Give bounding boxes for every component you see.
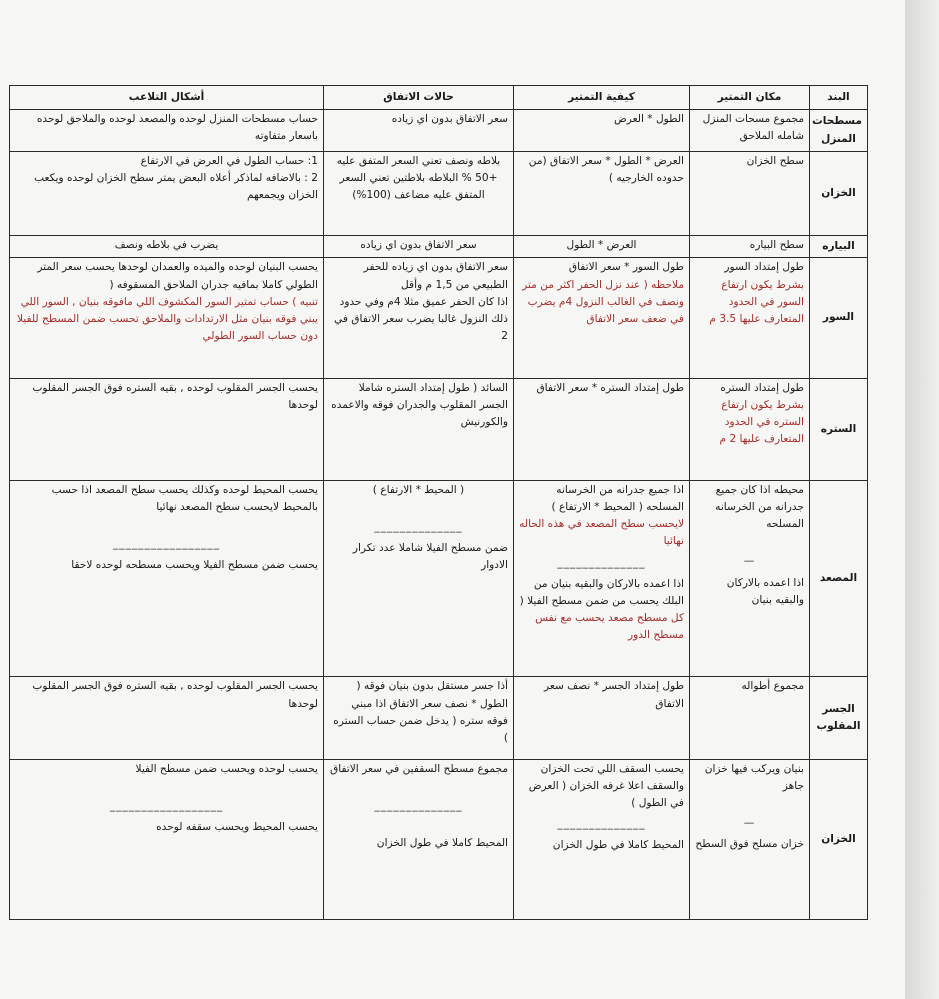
table-row-roof: [10, 236, 868, 258]
cell-tricks: حساب مسطحات المنزل لوحده والمصعد لوحده والملاحق لوحده باسعار متفاوته: [10, 110, 324, 152]
cell-item: الجسر المقلوب: [810, 677, 868, 759]
cell-cases: [324, 258, 514, 378]
cell-item: السور: [810, 258, 868, 378]
location-line-1: بنيان ويركب فيها خزان جاهز: [704, 762, 804, 792]
cell-item: الخزان: [810, 152, 868, 236]
header-item: البند: [810, 86, 868, 110]
method-line-2-note: كل مسطح مصعد يحسب مع نفس مسطح الدور: [535, 611, 684, 642]
cell-method: العرض * الطول: [514, 236, 690, 258]
divider: —: [743, 555, 756, 568]
cell-location: مجموع مسحات المنزل شامله الملاحق: [690, 110, 810, 152]
tricks-line-1: 1: حساب الطول في العرض في الارتفاع: [140, 155, 318, 168]
method-line-1: طول السور * سعر الاتفاق: [568, 261, 684, 274]
cell-cases: أذا جسر مستقل بدون بنيان فوقه ( الطول * نصف سعر الاتفاق اذا مبني فوقه ستره ( يدخل ضمن حساب الستره ): [324, 677, 514, 759]
cell-cases: سعر الاتفاق بدون اي زياده: [324, 110, 514, 152]
cell-method: [514, 480, 690, 676]
tricks-line-2: تنبيه ) حساب تمتير السور المكشوف اللي مافوقه بنيان , السور اللي يبني فوقه بنيان مثل الارتدادات والملاحق تحسب ضمن المسطح للفيلا دون حساب السور الطولي: [16, 295, 318, 342]
method-line-1-note: لايحسب سطح المصعد في هذه الحاله نهائيا: [519, 518, 684, 548]
location-line-2: بشرط يكون ارتفاع السور في الحدود المتعارف عليها 3.5 م: [709, 278, 804, 325]
table-row-elevator: [10, 480, 868, 676]
location-line-1: محيطه اذا كان جميع جدرانه من الخرسانه المسلحه: [715, 483, 804, 531]
tricks-line-1: يحسب البنيان لوحده والميده والعمدان لوحدها يحسب سعر المتر الطولي كاملا بمافيه جدران الملاحق المسقوفه (: [37, 261, 318, 291]
cell-tricks: يحسب الجسر المقلوب لوحده , بقيه الستره فوق الجسر المقلوب لوحدها: [10, 677, 324, 759]
cell-location: [690, 378, 810, 480]
cell-method: [514, 258, 690, 378]
table-row-wall: [10, 258, 868, 378]
cell-location: [690, 258, 810, 378]
tricks-line-1: يحسب المحيط لوحده وكذلك يحسب سطح المصعد اذا حسب بالمحيط لايحسب سطح المصعد نهائيا: [51, 483, 318, 514]
divider: ______________: [557, 556, 646, 569]
method-line-1: اذا جميع جدرانه من الخرسانه المسلحه ( المحيط * الارتفاع ): [551, 483, 684, 514]
table-row-tank: [10, 152, 868, 236]
table-row-parapet: [10, 378, 868, 480]
tricks-line-1: يحسب لوحده ويحسب ضمن مسطح الفيلا: [135, 762, 318, 775]
cases-line-1: سعر الاتفاق بدون اي زياده للحفر الطبيعي من 1,5 م وأقل: [363, 261, 508, 291]
cell-location: [690, 480, 810, 676]
header-tricks: أشكال التلاعب: [10, 86, 324, 110]
cell-method: العرض * الطول * سعر الاتفاق (من حدوده الخارجيه ): [514, 152, 690, 236]
cell-tricks: [10, 759, 324, 919]
header-location: مكان التمتير: [690, 86, 810, 110]
cell-cases: [324, 759, 514, 919]
cell-method: [514, 759, 690, 919]
cell-method: طول إمتداد الستره * سعر الاتفاق: [514, 378, 690, 480]
measurement-table: [9, 85, 868, 920]
cases-line-1: ( المحيط * الارتفاع ): [372, 483, 465, 496]
cell-location: مجموع أطواله: [690, 677, 810, 759]
cell-tricks: [10, 480, 324, 676]
cell-item: البياره: [810, 236, 868, 258]
cell-cases: [324, 480, 514, 676]
cell-cases: سعر الاتفاق بدون اي زياده: [324, 236, 514, 258]
divider: ______________: [557, 818, 646, 831]
location-line-1: طول إمتداد الستره: [720, 381, 804, 394]
divider: __________________: [109, 799, 224, 812]
method-line-2: اذا اعمده بالاركان والبقيه بنيان من البلك يحسب من ضمن مسطح الفيلا (: [519, 577, 684, 607]
location-line-2: اذا اعمده بالاركان والبقيه بنيان: [726, 576, 804, 606]
cell-cases: بلاطه ونصف تعني السعر المتفق عليه +50 % البلاطه بلاطتين تعني السعر المتفق عليه مضاعف (100%): [324, 152, 514, 236]
method-line-1: يحسب السقف اللي تحت الخزان والسقف اعلا غرفه الخزان ( العرض في الطول ): [528, 762, 684, 809]
header-cases: حالات الاتفاق: [324, 86, 514, 110]
cell-cases: السائد ( طول إمتداد الستره شاملا الجسر المقلوب والجدران فوقه والاعمده والكورنيش: [324, 378, 514, 480]
cell-location: سطح البياره: [690, 236, 810, 258]
cell-tricks: [10, 258, 324, 378]
table-row-tank-2: [10, 759, 868, 919]
table-row-beam: [10, 677, 868, 759]
cell-method: الطول * العرض: [514, 110, 690, 152]
cases-line-1: مجموع مسطح السقفين في سعر الاتفاق: [330, 762, 508, 775]
location-line-2: خزان مسلح فوق السطح: [695, 838, 804, 851]
header-row: [10, 86, 868, 110]
tricks-line-2: يحسب المحيط ويحسب سقفه لوحده: [156, 820, 318, 833]
cases-line-2: ضمن مسطح الفيلا شاملا عدد تكرار الادوار: [352, 542, 508, 572]
cases-line-2: اذا كان الحفر عميق مثلا 4م وفي حدود ذلك النزول غالبا يضرب سعر الاتفاق في 2: [334, 295, 508, 342]
tricks-line-2: يحسب ضمن مسطح الفيلا ويحسب مسطحه لوحده لاحقا: [71, 559, 318, 572]
method-line-2: المحيط كاملا في طول الخزان: [552, 839, 684, 852]
cell-item: الستره: [810, 378, 868, 480]
cases-line-2: المحيط كاملا في طول الخزان: [376, 836, 508, 849]
cell-tricks: يضرب في بلاطه ونصف: [10, 236, 324, 258]
divider: ______________: [374, 799, 463, 812]
table-row-surfaces: [10, 110, 868, 152]
location-line-2: بشرط يكون ارتفاع الستره في الحدود المتعارف عليها 2 م: [719, 398, 804, 446]
cell-location: سطح الخزان: [690, 152, 810, 236]
cell-item: المصعد: [810, 480, 868, 676]
header-method: كيفية التمتير: [514, 86, 690, 110]
cell-location: [690, 759, 810, 919]
cell-tricks: [10, 152, 324, 236]
cell-item: الخزان: [810, 759, 868, 919]
cell-method: طول إمتداد الجسر * نصف سعر الاتفاق: [514, 677, 690, 759]
cell-tricks: يحسب الجسر المقلوب لوحده , بقيه الستره فوق الجسر المقلوب لوحدها: [10, 378, 324, 480]
divider: _________________: [112, 538, 221, 551]
location-line-1: طول إمتداد السور: [724, 261, 804, 274]
cell-item: مسطحات المنزل: [810, 110, 868, 152]
tricks-line-2: 2 : بالاضافه لماذكر أعلاه البعض يمتر سطح الخزان لوحده ويكعب الخزان ويجمعهم: [34, 172, 318, 202]
method-line-2: ملاحظه ( عند نزل الحفر اكثر من متر ونصف في الغالب النزول 4م يضرب في ضعف سعر الاتفاق: [522, 278, 684, 325]
divider: ______________: [374, 521, 463, 534]
divider: —: [743, 816, 756, 829]
page-edge: [905, 0, 939, 999]
